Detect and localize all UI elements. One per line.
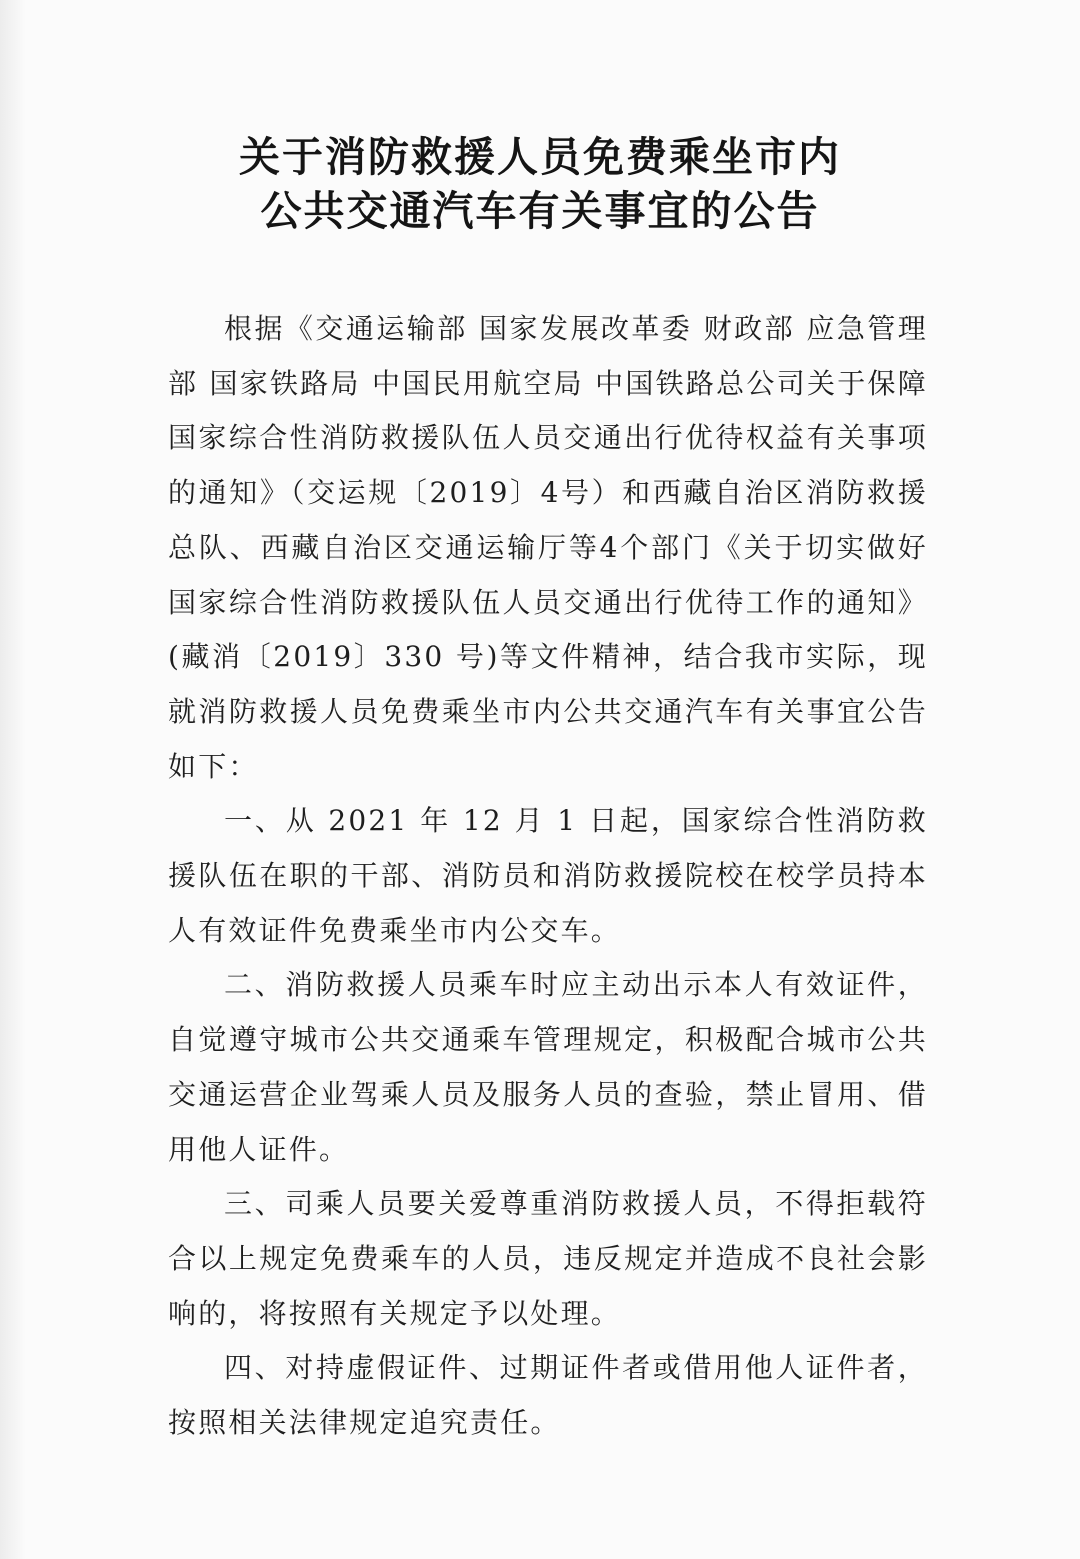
- intro-paragraph: 根据《交通运输部 国家发展改革委 财政部 应急管理部 国家铁路局 中国民用航空局 中国铁路总公司关于保障国家综合性消防救援队伍人员交通出行优待权益有关事项的通知》（交运规〔2019〕4号）和西藏自治区消防救援总队、西藏自治区交通运输厅等4个部门《关于切实做好国家综合性消防救援队伍人员交通出行优待工作的通知》(藏消〔2019〕330 号)等文件精神，结合我市实际，现就消防救援人员免费乘坐市内公共交通汽车有关事宜公告如下：: [168, 312, 928, 783]
- clause-4-paragraph: 四、对持虚假证件、过期证件者或借用他人证件者，按照相关法律规定追究责任。: [168, 1351, 928, 1440]
- clause-2-paragraph: 二、消防救援人员乘车时应主动出示本人有效证件，自觉遵守城市公共交通乘车管理规定，积极配合城市公共交通运营企业驾乘人员及服务人员的查验，禁止冒用、借用他人证件。: [168, 968, 928, 1166]
- clause-3-paragraph: 三、司乘人员要关爱尊重消防救援人员，不得拒载符合以上规定免费乘车的人员，违反规定并造成不良社会影响的，将按照有关规定予以处理。: [168, 1187, 928, 1330]
- document-title-line-2: 公共交通汽车有关事宜的公告: [260, 187, 820, 235]
- clause-1-paragraph: 一、从 2021 年 12 月 1 日起，国家综合性消防救援队伍在职的干部、消防员和消防救援院校在校学员持本人有效证件免费乘坐市内公交车。: [168, 804, 928, 947]
- document-title-line-1: 关于消防救援人员免费乘坐市内: [239, 133, 841, 181]
- document-body: [168, 302, 928, 1451]
